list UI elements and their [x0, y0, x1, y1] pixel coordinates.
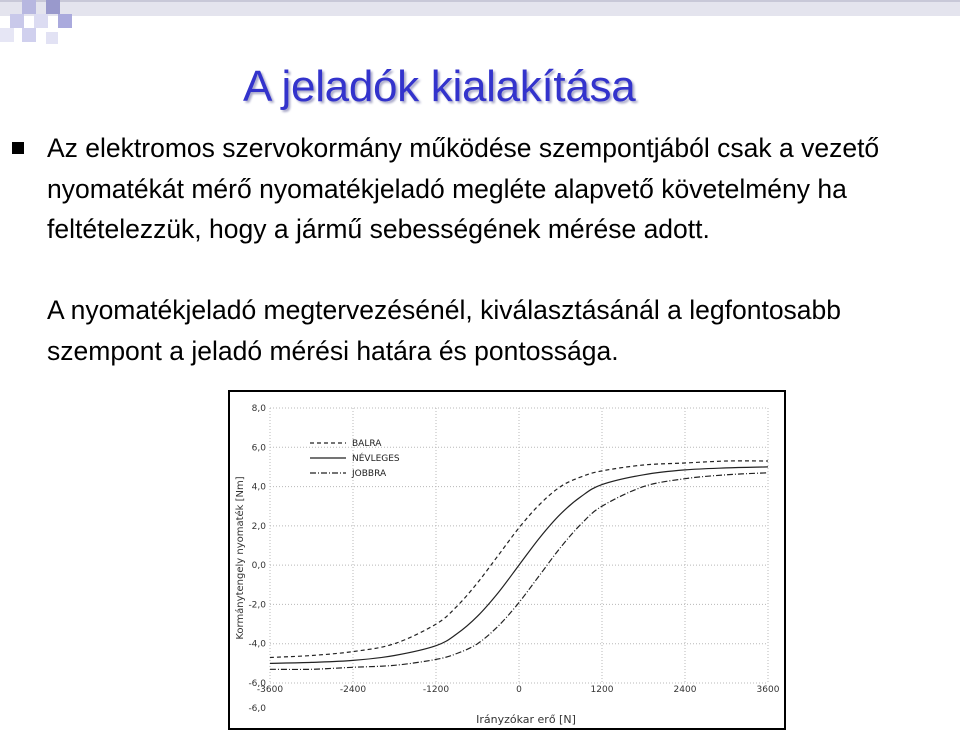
chart-svg	[228, 390, 786, 730]
deco-square	[0, 28, 14, 42]
x-tick-label: -1200	[422, 685, 450, 695]
x-axis-label: Irányzókar erő [N]	[476, 713, 576, 726]
x-tick-label: 1200	[590, 685, 614, 695]
deco-square	[46, 0, 60, 14]
header-bar	[0, 0, 960, 16]
chart	[228, 390, 786, 730]
y-tick-label: -4,0	[248, 639, 266, 650]
header-decoration	[0, 0, 960, 50]
legend-label: BALRA	[352, 439, 382, 449]
y-tick-label: 0,0	[251, 561, 266, 572]
y-tick-label: -6,0	[248, 704, 266, 714]
y-tick-label: 2,0	[251, 521, 266, 532]
y-tick-label: 4,0	[251, 482, 266, 493]
deco-square	[58, 14, 72, 28]
header-line	[0, 0, 960, 2]
y-axis-label: Kormánytengely nyomaték [Nm]	[235, 476, 246, 640]
deco-square	[34, 14, 48, 28]
x-tick-label: 3600	[756, 685, 780, 695]
y-tick-label: 6,0	[251, 443, 266, 454]
deco-square	[22, 0, 36, 14]
deco-square	[22, 28, 36, 42]
chart-border	[229, 391, 786, 730]
paragraph-1: Az elektromos szervokormány működése szempontjából csak a vezető nyomatékát mérő nyomatékjeladó megléte alapvető követelmény ha feltételezzük, hogy a jármű sebességének mérése adott.	[47, 133, 880, 244]
legend-label: JOBBRA	[352, 469, 387, 479]
x-tick-label: -3600	[256, 685, 284, 695]
deco-square	[46, 32, 58, 44]
legend-label: NÉVLEGES	[352, 454, 400, 464]
x-tick-label: 2400	[673, 685, 697, 695]
slide-title: A jeladók kialakítása	[243, 62, 636, 111]
deco-square	[10, 14, 24, 28]
paragraph-2: A nyomatékjeladó megtervezésénél, kiválasztásánál a legfontosabb szempont a jeladó mérési határa és pontossága.	[47, 295, 842, 366]
bullet-square-icon	[12, 142, 24, 154]
y-tick-label: -6,0	[248, 679, 266, 689]
y-tick-label: -2,0	[248, 600, 266, 611]
x-tick-label: -2400	[339, 685, 367, 695]
x-tick-label: 0	[516, 685, 522, 695]
y-tick-label: 8,0	[251, 404, 266, 414]
